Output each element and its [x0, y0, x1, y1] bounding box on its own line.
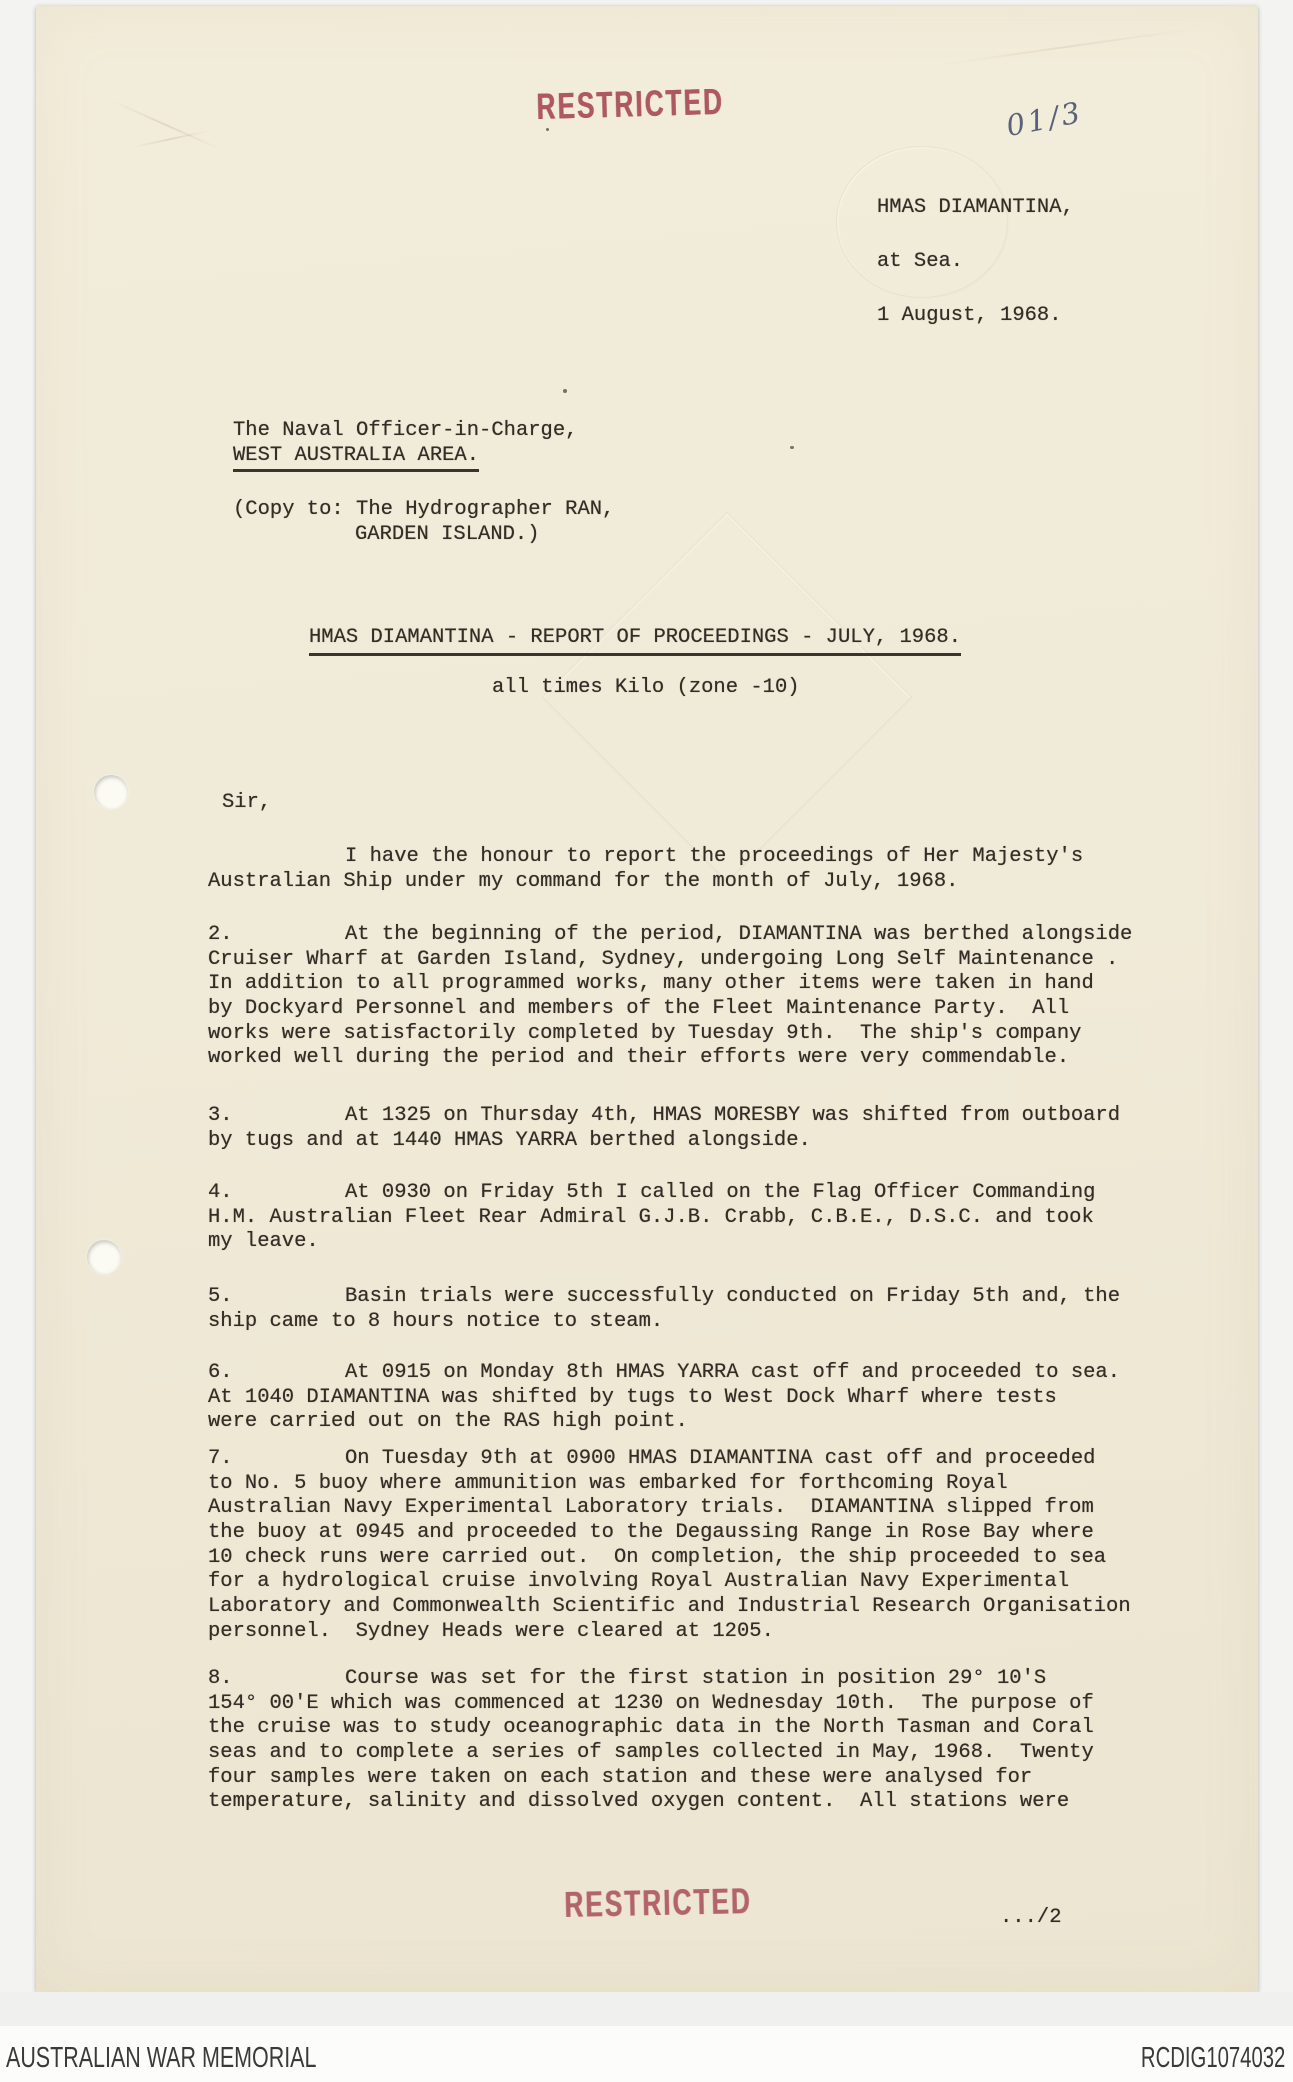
paragraph-6 — [208, 1361, 1158, 1435]
paragraph-7 — [208, 1447, 1158, 1645]
archive-name: AUSTRALIAN WAR MEMORIAL — [6, 2042, 317, 2074]
salutation: Sir, — [222, 791, 272, 814]
paragraph-line: for a hydrological cruise involving Royal Australian Navy Experimental — [208, 1570, 1070, 1594]
paragraph-line: I have the honour to report the proceedings of Her Majesty's — [345, 845, 1084, 868]
paragraph-line: worked well during the period and their efforts were very commendable. — [208, 1046, 1070, 1070]
paragraph-line: works were satisfactorily completed by Tuesday 9th. The ship's company — [208, 1021, 1082, 1045]
paragraph-line: At 0930 on Friday 5th I called on the Flag Officer Commanding — [345, 1181, 1096, 1204]
paragraph-4 — [208, 1181, 1158, 1255]
paragraph-line: temperature, salinity and dissolved oxygen content. All stations were — [208, 1790, 1070, 1814]
paragraph-line: Basin trials were successfully conducted on Friday 5th and, the — [345, 1285, 1121, 1308]
paragraph-line: At the beginning of the period, DIAMANTINA was berthed alongside — [345, 923, 1133, 946]
paragraph-line: seas and to complete a series of samples collected in May, 1968. Twenty — [208, 1741, 1094, 1765]
paragraph-line: personnel. Sydney Heads were cleared at 1205. — [208, 1619, 774, 1643]
letterhead-ship: HMAS DIAMANTINA, — [877, 196, 1074, 219]
paragraph-number: 6. — [208, 1361, 233, 1384]
handwritten-annotation: 01/3 — [1003, 94, 1086, 144]
paragraph-line: On Tuesday 9th at 0900 HMAS DIAMANTINA cast off and proceeded — [345, 1447, 1096, 1470]
letterhead-date: 1 August, 1968. — [877, 304, 1062, 327]
copy-to-line-2: GARDEN ISLAND.) — [355, 523, 540, 546]
addressee-area-underlined: WEST AUSTRALIA AREA. — [233, 444, 479, 472]
paragraph-8 — [208, 1667, 1158, 1815]
document-title-text: HMAS DIAMANTINA - REPORT OF PROCEEDINGS - JULY, 1968. — [309, 626, 961, 656]
body-paragraphs — [208, 0, 1158, 1900]
paragraph-number: 2. — [208, 923, 233, 946]
paragraph-line: Cruiser Wharf at Garden Island, Sydney, undergoing Long Self Maintenance . — [208, 947, 1119, 971]
copy-to-line-1: (Copy to: The Hydrographer RAN, — [233, 498, 615, 521]
addressee-line-1: The Naval Officer-in-Charge, — [233, 419, 578, 442]
scan-background-strip — [0, 1992, 1293, 2026]
paragraph-line: H.M. Australian Fleet Rear Admiral G.J.B. Crabb, C.B.E., D.S.C. and took — [208, 1205, 1094, 1229]
document-subtitle: all times Kilo (zone -10) — [492, 676, 800, 699]
paragraph-number: 5. — [208, 1285, 233, 1308]
paragraph-line: At 1325 on Thursday 4th, HMAS MORESBY was shifted from outboard — [345, 1104, 1121, 1127]
paragraph-line: by tugs and at 1440 HMAS YARRA berthed alongside. — [208, 1128, 811, 1152]
paragraph-line: In addition to all programmed works, many other items were taken in hand — [208, 972, 1094, 996]
paragraph-number: 4. — [208, 1181, 233, 1204]
paragraph-line: Australian Ship under my command for the month of July, 1968. — [208, 869, 959, 893]
punch-hole — [87, 1240, 121, 1274]
restricted-stamp-bottom: RESTRICTED — [564, 1880, 753, 1926]
paragraph-5 — [208, 1285, 1158, 1334]
restricted-stamp-top: RESTRICTED — [536, 80, 725, 128]
paragraph-line: At 0915 on Monday 8th HMAS YARRA cast off and proceeded to sea. — [345, 1361, 1121, 1384]
paragraph-number: 3. — [208, 1104, 233, 1127]
paragraph-line: were carried out on the RAS high point. — [208, 1410, 688, 1434]
paragraph-line: Australian Navy Experimental Laboratory trials. DIAMANTINA slipped from — [208, 1496, 1094, 1520]
paragraph-number: 8. — [208, 1667, 233, 1690]
paragraph-line: At 1040 DIAMANTINA was shifted by tugs to West Dock Wharf where tests — [208, 1385, 1057, 1409]
paragraph-line: Laboratory and Commonwealth Scientific and Industrial Research Organisation — [208, 1595, 1131, 1619]
paragraph-line: the cruise was to study oceanographic data in the North Tasman and Coral — [208, 1716, 1094, 1740]
paragraph-2 — [208, 923, 1158, 1071]
paragraph-line: four samples were taken on each station and these were analysed for — [208, 1765, 1033, 1789]
paragraph-3 — [208, 1104, 1158, 1153]
paragraph-line: the buoy at 0945 and proceeded to the Degaussing Range in Rose Bay where — [208, 1521, 1094, 1545]
paragraph-line: 154° 00'E which was commenced at 1230 on Wednesday 10th. The purpose of — [208, 1691, 1094, 1715]
letterhead-location: at Sea. — [877, 250, 964, 273]
paragraph-line: to No. 5 buoy where ammunition was embarked for forthcoming Royal — [208, 1471, 1008, 1495]
paragraph-number: 7. — [208, 1447, 233, 1470]
paragraph-line: my leave. — [208, 1230, 319, 1254]
paragraph-intro — [208, 845, 1158, 894]
paragraph-line: ship came to 8 hours notice to steam. — [208, 1309, 664, 1333]
paragraph-line: 10 check runs were carried out. On completion, the ship proceeded to sea — [208, 1545, 1107, 1569]
punch-hole — [94, 775, 128, 809]
paragraph-line: Course was set for the first station in position 29° 10'S — [345, 1667, 1047, 1690]
continuation-mark: .../2 — [1000, 1906, 1062, 1929]
archive-reference-id: RCDIG1074032 — [1140, 2042, 1285, 2074]
paper-crease — [111, 100, 221, 151]
paragraph-line: by Dockyard Personnel and members of the Fleet Maintenance Party. All — [208, 997, 1070, 1021]
